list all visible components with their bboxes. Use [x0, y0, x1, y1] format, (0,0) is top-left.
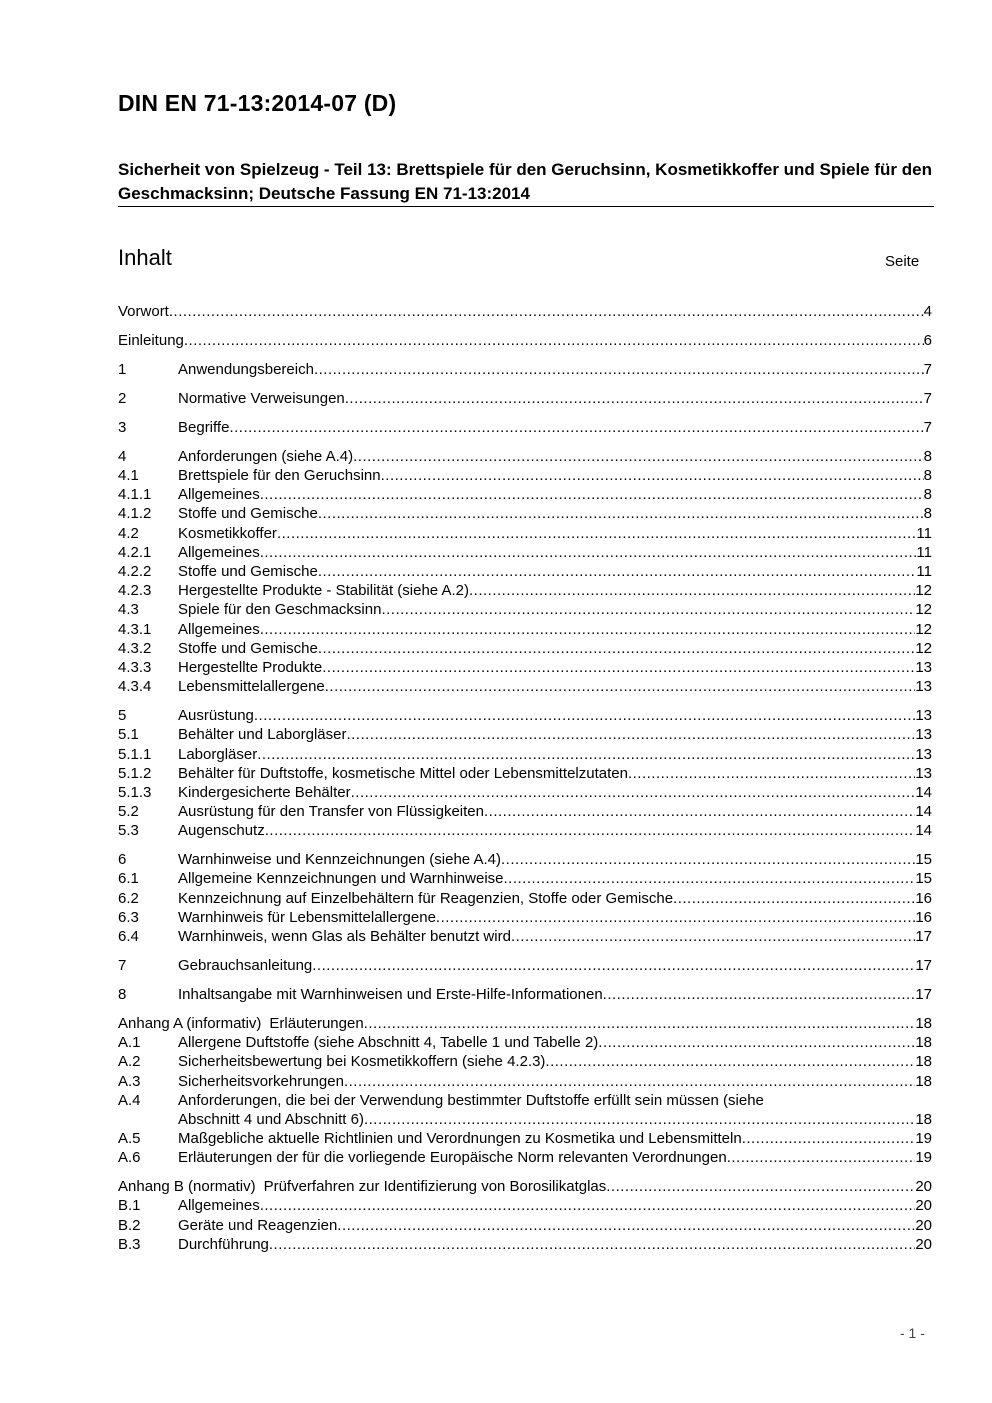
dot-leader — [381, 466, 924, 485]
toc-entry-number: 4.3.2 — [118, 639, 152, 657]
toc-entry-page: 19 — [915, 1130, 932, 1148]
toc-entry-title: Allgemeines — [178, 1197, 260, 1215]
toc-entry-number: 1 — [118, 360, 127, 378]
dot-leader — [364, 1110, 915, 1129]
toc-entry-number: A.2 — [118, 1053, 141, 1071]
toc-entry-page: 18 — [915, 1014, 932, 1032]
toc-entry-title: Spiele für den Geschmacksinn — [178, 601, 382, 619]
toc-entry-title: Sicherheitsvorkehrungen — [178, 1072, 344, 1090]
toc-entry-page: 13 — [915, 726, 932, 744]
toc-entry-page: 8 — [923, 505, 932, 523]
toc-entry[interactable] — [118, 562, 932, 581]
toc-entry[interactable] — [118, 1052, 932, 1071]
toc-entry-page: 8 — [923, 447, 932, 465]
toc-entry-number: 4.1 — [118, 467, 139, 485]
toc-entry-number: 4.3.4 — [118, 678, 152, 696]
toc-entry-title: Stoffe und Gemische — [178, 505, 318, 523]
toc-entry-number: Anhang A (informativ) — [118, 1014, 262, 1032]
dot-leader — [742, 1129, 916, 1148]
toc-entry[interactable] — [118, 1216, 932, 1235]
document-title: DIN EN 71-13:2014-07 (D) — [118, 90, 397, 116]
toc-entry-page: 14 — [915, 822, 932, 840]
toc-entry-page: 15 — [915, 851, 932, 869]
toc-entry[interactable] — [118, 620, 932, 639]
toc-entry[interactable] — [118, 1196, 932, 1215]
toc-entry-number: 8 — [118, 985, 127, 1003]
dot-leader — [260, 620, 916, 639]
toc-entry-page: 11 — [916, 524, 932, 542]
toc-entry-title: Warnhinweis, wenn Glas als Behälter benutzt wird — [178, 928, 511, 946]
toc-entry-page: 14 — [915, 803, 932, 821]
toc-entry-title: Brettspiele für den Geruchsinn — [178, 467, 381, 485]
toc-entry-page: 7 — [923, 418, 932, 436]
toc-entry-title: Warnhinweis für Lebensmittelallergene — [178, 908, 436, 926]
toc-entry-page: 20 — [915, 1216, 932, 1234]
toc-entry-page: 4 — [923, 303, 932, 320]
toc-entry-title: Augenschutz — [178, 822, 265, 840]
dot-leader — [345, 389, 924, 408]
toc-entry-page: 13 — [915, 658, 932, 676]
toc-entry-title: Erläuterungen — [269, 1014, 364, 1032]
toc-entry-number: A.6 — [118, 1149, 141, 1167]
dot-leader — [469, 581, 915, 600]
toc-entry-number: 4.1.2 — [118, 505, 152, 523]
toc-entry-number: 4.2.2 — [118, 563, 152, 581]
toc-entry[interactable] — [118, 802, 932, 821]
toc-entry-title: Ausrüstung für den Transfer von Flüssigkeiten — [178, 803, 484, 821]
dot-leader — [184, 331, 924, 350]
dot-leader — [727, 1148, 916, 1167]
toc-entry-page: 20 — [915, 1235, 932, 1253]
toc-entry-title: Vorwort — [118, 303, 169, 320]
toc-entry[interactable] — [118, 504, 932, 523]
toc-entry-page: 13 — [915, 678, 932, 696]
toc-entry-number: 5.1 — [118, 726, 139, 744]
dot-leader — [312, 956, 915, 975]
dot-leader — [346, 725, 915, 744]
toc-entry-page: 7 — [923, 389, 932, 407]
toc-entry-title: Sicherheitsbewertung bei Kosmetikkoffern (siehe 4.2.3) — [178, 1053, 546, 1071]
toc-entry-page: 18 — [915, 1053, 932, 1071]
toc-entry[interactable] — [118, 1148, 932, 1167]
toc-entry-number: 5.1.3 — [118, 783, 152, 801]
toc-entry[interactable] — [118, 783, 932, 802]
toc-entry-title: Gebrauchsanleitung — [178, 957, 313, 974]
toc-entry-number: 4.2 — [118, 524, 139, 542]
toc-entry-page: 18 — [915, 1072, 932, 1090]
dot-leader — [484, 802, 915, 821]
toc-entry-title: Kosmetikkoffer — [178, 524, 277, 542]
toc-entry-title: Geräte und Reagenzien — [178, 1216, 338, 1234]
toc-entry-title: Stoffe und Gemische — [178, 639, 318, 657]
toc-entry[interactable] — [118, 1235, 932, 1254]
toc-entry[interactable] — [118, 360, 932, 379]
toc-entry-number: A.4 — [118, 1091, 141, 1109]
table-of-contents — [118, 302, 932, 1254]
toc-page-column-label: Seite — [885, 253, 920, 270]
toc-entry[interactable] — [118, 1091, 932, 1129]
toc-entry[interactable] — [118, 1129, 932, 1148]
toc-entry-page: 18 — [915, 1110, 932, 1128]
toc-entry[interactable] — [118, 908, 932, 927]
dot-leader — [353, 447, 924, 466]
dot-leader — [603, 985, 916, 1004]
toc-entry-title: Allgemeine Kennzeichnungen und Warnhinweise — [178, 870, 504, 888]
toc-entry-title: Behälter und Laborgläser — [178, 726, 347, 744]
toc-entry-number: 4.3.1 — [118, 620, 152, 638]
dot-leader — [318, 562, 917, 581]
toc-entry[interactable] — [118, 658, 932, 677]
toc-entry[interactable] — [118, 764, 932, 783]
toc-entry-number: 4 — [118, 447, 127, 465]
toc-entry[interactable] — [118, 1072, 932, 1091]
toc-entry-title: Allergene Duftstoffe (siehe Abschnitt 4, Tabelle 1 und Tabelle 2) — [178, 1034, 599, 1052]
toc-entry-page: 15 — [915, 870, 932, 888]
dot-leader — [257, 745, 915, 764]
dot-leader — [436, 908, 915, 927]
toc-entry[interactable] — [118, 485, 932, 504]
toc-entry-page: 12 — [915, 582, 932, 600]
toc-entry-number: 6.4 — [118, 928, 139, 946]
toc-entry[interactable] — [118, 956, 932, 975]
toc-entry[interactable] — [118, 1177, 932, 1196]
toc-entry-number: 4.2.1 — [118, 543, 152, 561]
dot-leader — [254, 706, 915, 725]
dot-leader — [322, 658, 915, 677]
toc-entry-title-continued: Abschnitt 4 und Abschnitt 6) — [178, 1110, 364, 1128]
toc-entry-page: 11 — [916, 543, 932, 561]
toc-entry[interactable] — [118, 389, 932, 408]
toc-entry[interactable] — [118, 466, 932, 485]
toc-entry-number: 4.1.1 — [118, 486, 152, 504]
toc-entry-title: Allgemeines — [178, 543, 260, 561]
toc-entry-page: 20 — [915, 1197, 932, 1215]
toc-entry-title: Kennzeichnung auf Einzelbehältern für Reagenzien, Stoffe oder Gemische — [178, 889, 674, 907]
dot-leader — [260, 1196, 916, 1215]
toc-entry-number: 6 — [118, 851, 127, 869]
toc-entry-page: 12 — [915, 601, 932, 619]
toc-entry-title: Hergestellte Produkte — [178, 658, 323, 676]
toc-entry-title: Laborgläser — [178, 745, 258, 763]
dot-leader — [318, 504, 924, 523]
toc-entry-number: A.5 — [118, 1130, 141, 1148]
toc-entry-title: Erläuterungen der für die vorliegende Europäische Norm relevanten Verordnungen — [178, 1149, 727, 1167]
toc-entry[interactable] — [118, 600, 932, 619]
dot-leader — [501, 850, 915, 869]
toc-entry-number: 6.1 — [118, 870, 139, 888]
toc-entry-number: 5.1.2 — [118, 764, 152, 782]
toc-entry-title: Hergestellte Produkte - Stabilität (siehe A.2) — [178, 582, 469, 600]
dot-leader — [260, 543, 917, 562]
toc-entry-title: Lebensmittelallergene — [178, 678, 325, 696]
dot-leader — [318, 639, 916, 658]
toc-entry[interactable] — [118, 869, 932, 888]
toc-entry-page: 11 — [916, 563, 932, 581]
toc-entry-title: Inhaltsangabe mit Warnhinweisen und Erste-Hilfe-Informationen — [178, 985, 603, 1003]
toc-entry-number: A.1 — [118, 1034, 141, 1052]
toc-entry-page: 17 — [915, 957, 932, 974]
dot-leader — [511, 927, 915, 946]
toc-entry[interactable] — [118, 1033, 932, 1052]
toc-entry-number: 5.1.1 — [118, 745, 152, 763]
toc-entry-number: 4.2.3 — [118, 582, 152, 600]
dot-leader — [337, 1216, 915, 1235]
toc-entry-title: Stoffe und Gemische — [178, 563, 318, 581]
toc-entry[interactable] — [118, 821, 932, 840]
toc-entry-title: Anwendungsbereich — [178, 360, 314, 378]
toc-entry-number: 5.3 — [118, 822, 139, 840]
toc-entry-number: 4.3 — [118, 601, 139, 619]
dot-leader — [364, 1014, 916, 1033]
dot-leader — [381, 600, 915, 619]
toc-entry-page: 8 — [923, 486, 932, 504]
toc-entry-number: B.3 — [118, 1235, 141, 1253]
toc-entry-title: Anforderungen (siehe A.4) — [178, 447, 354, 465]
dot-leader — [269, 1235, 915, 1254]
toc-entry-number: 3 — [118, 418, 127, 436]
toc-entry-number: 5 — [118, 707, 127, 725]
toc-entry-number: 5.2 — [118, 803, 139, 821]
toc-entry-page: 14 — [915, 783, 932, 801]
toc-entry[interactable] — [118, 725, 932, 744]
toc-entry-page: 13 — [915, 745, 932, 763]
toc-entry-page: 16 — [915, 908, 932, 926]
toc-entry-title: Allgemeines — [178, 620, 260, 638]
toc-entry-number: 4.3.3 — [118, 658, 152, 676]
dot-leader — [169, 302, 924, 321]
toc-entry-page: 6 — [923, 331, 932, 349]
dot-leader — [265, 821, 916, 840]
dot-leader — [598, 1033, 915, 1052]
toc-entry-number: 6.2 — [118, 889, 139, 907]
dot-leader — [673, 889, 915, 908]
toc-entry-number: 2 — [118, 389, 127, 407]
toc-entry[interactable] — [118, 639, 932, 658]
toc-entry-page: 8 — [923, 467, 932, 485]
dot-leader — [628, 764, 915, 783]
dot-leader — [351, 783, 916, 802]
toc-entry-page: 18 — [915, 1034, 932, 1052]
toc-entry-number: 6.3 — [118, 908, 139, 926]
toc-entry-page: 17 — [915, 928, 932, 946]
toc-entry[interactable] — [118, 524, 932, 543]
dot-leader — [545, 1052, 915, 1071]
dot-leader — [277, 524, 916, 543]
toc-entry-number: B.2 — [118, 1216, 141, 1234]
toc-entry-title: Warnhinweise und Kennzeichnungen (siehe A.4) — [178, 851, 501, 869]
toc-entry-number: B.1 — [118, 1197, 141, 1215]
toc-entry[interactable] — [118, 331, 932, 350]
dot-leader — [229, 418, 923, 437]
document-subtitle: Sicherheit von Spielzeug - Teil 13: Brettspiele für den Geruchsinn, Kosmetikkoffer und Spiele für den Geschmacksinn; Deutsche Fassung EN 71-13:2014 — [118, 160, 932, 203]
toc-entry-page: 13 — [915, 764, 932, 782]
toc-entry[interactable] — [118, 889, 932, 908]
toc-entry-page: 7 — [923, 360, 932, 378]
toc-entry[interactable] — [118, 850, 932, 869]
toc-entry[interactable] — [118, 447, 932, 466]
toc-entry[interactable] — [118, 745, 932, 764]
toc-entry-title: Begriffe — [178, 418, 230, 436]
toc-entry[interactable] — [118, 927, 932, 946]
dot-leader — [314, 360, 924, 379]
toc-entry[interactable] — [118, 1014, 932, 1033]
dot-leader — [325, 677, 916, 696]
toc-entry-title: Einleitung — [118, 331, 184, 349]
toc-entry-title: Behälter für Duftstoffe, kosmetische Mittel oder Lebensmittelzutaten — [178, 764, 628, 782]
toc-entry-page: 19 — [915, 1149, 932, 1167]
dot-leader — [344, 1072, 915, 1091]
toc-entry-title: Durchführung — [178, 1235, 269, 1253]
toc-entry[interactable] — [118, 706, 932, 725]
toc-entry-page: 16 — [915, 889, 932, 907]
page-number-footer: - 1 - — [900, 1325, 925, 1341]
toc-entry[interactable] — [118, 302, 932, 321]
toc-entry-title: Ausrüstung — [178, 707, 254, 725]
dot-leader — [504, 869, 916, 888]
toc-entry-page: 12 — [915, 639, 932, 657]
toc-entry-number: 7 — [118, 957, 127, 974]
dot-leader — [260, 485, 924, 504]
toc-entry[interactable] — [118, 543, 932, 562]
toc-entry[interactable] — [118, 418, 932, 437]
toc-entry-title: Anforderungen, die bei der Verwendung bestimmter Duftstoffe erfüllt sein müssen (siehe — [178, 1091, 764, 1109]
toc-heading: Inhalt — [118, 245, 172, 270]
toc-entry-page: 13 — [915, 707, 932, 725]
toc-entry[interactable] — [118, 677, 932, 696]
toc-entry-title: Allgemeines — [178, 486, 260, 504]
toc-entry-title: Prüfverfahren zur Identifizierung von Borosilikatglas — [263, 1178, 607, 1196]
toc-entry-page: 17 — [915, 985, 932, 1003]
title-divider — [118, 206, 934, 207]
toc-entry-title: Normative Verweisungen — [178, 389, 345, 407]
toc-entry-number: A.3 — [118, 1072, 141, 1090]
toc-entry-page: 20 — [915, 1178, 932, 1196]
toc-entry-page: 12 — [915, 620, 932, 638]
toc-entry-title: Maßgebliche aktuelle Richtlinien und Verordnungen zu Kosmetika und Lebensmitteln — [178, 1130, 742, 1148]
toc-entry-title: Kindergesicherte Behälter — [178, 783, 351, 801]
toc-entry-number: Anhang B (normativ) — [118, 1178, 256, 1196]
dot-leader — [606, 1177, 915, 1196]
toc-entry[interactable] — [118, 581, 932, 600]
toc-entry[interactable] — [118, 985, 932, 1004]
